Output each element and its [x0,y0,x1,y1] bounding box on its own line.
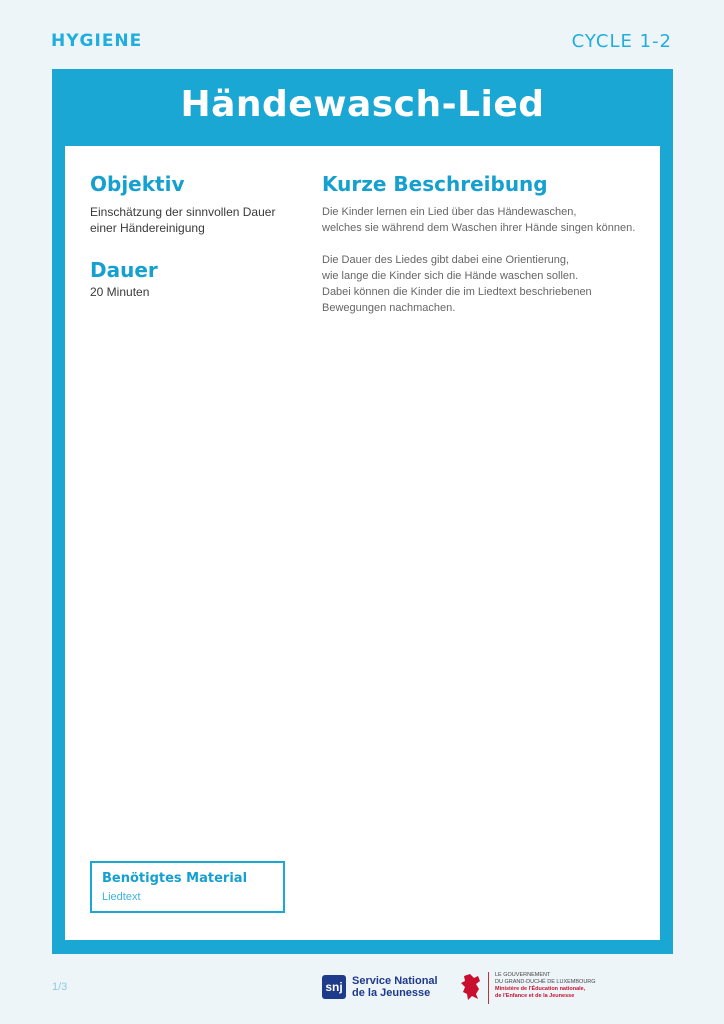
gov-line: Ministère de l'Éducation nationale, [495,986,586,992]
objective-line: einer Händereinigung [90,221,205,235]
description-line: Bewegungen nachmachen. [322,302,456,314]
government-text [495,972,596,1000]
snj-logo-block [322,975,438,999]
gov-line: de l'Enfance et de la Jeunesse [495,993,575,999]
duration-value: 20 Minuten [90,285,150,299]
divider [488,972,489,1004]
material-value: Liedtext [102,891,141,903]
card-frame [52,69,673,954]
snj-text [352,975,438,999]
gov-line: DU GRAND-DUCHÉ DE LUXEMBOURG [495,979,596,985]
objective-text [90,204,275,236]
material-heading: Benötigtes Material [102,871,248,886]
duration-heading: Dauer [90,258,158,282]
description-line: Die Kinder lernen ein Lied über das Händewaschen, [322,206,577,218]
lion-icon [458,972,484,1002]
snj-logo-icon: snj [322,975,346,999]
snj-line: Service National [352,975,438,987]
gov-line: LE GOUVERNEMENT [495,972,551,978]
description-line: welches sie während dem Waschen ihrer Hände singen können. [322,222,636,234]
material-box [90,861,285,913]
description-line: Die Dauer des Liedes gibt dabei eine Orientierung, [322,254,570,266]
snj-line: de la Jeunesse [352,987,431,999]
description-line: wie lange die Kinder sich die Hände waschen sollen. [322,270,579,282]
description-text [322,204,642,316]
description-heading: Kurze Beschreibung [322,172,548,196]
subject-label: HYGIENE [51,31,143,51]
objective-heading: Objektiv [90,172,185,196]
page-number: 1/3 [52,981,68,993]
government-logo-block [458,972,596,1004]
objective-line: Einschätzung der sinnvollen Dauer [90,205,276,219]
card-body [65,146,660,940]
cycle-label: CYCLE 1-2 [571,31,672,52]
description-line: Dabei können die Kinder die im Liedtext beschriebenen [322,286,592,298]
page-title: Händewasch-Lied [180,84,545,125]
